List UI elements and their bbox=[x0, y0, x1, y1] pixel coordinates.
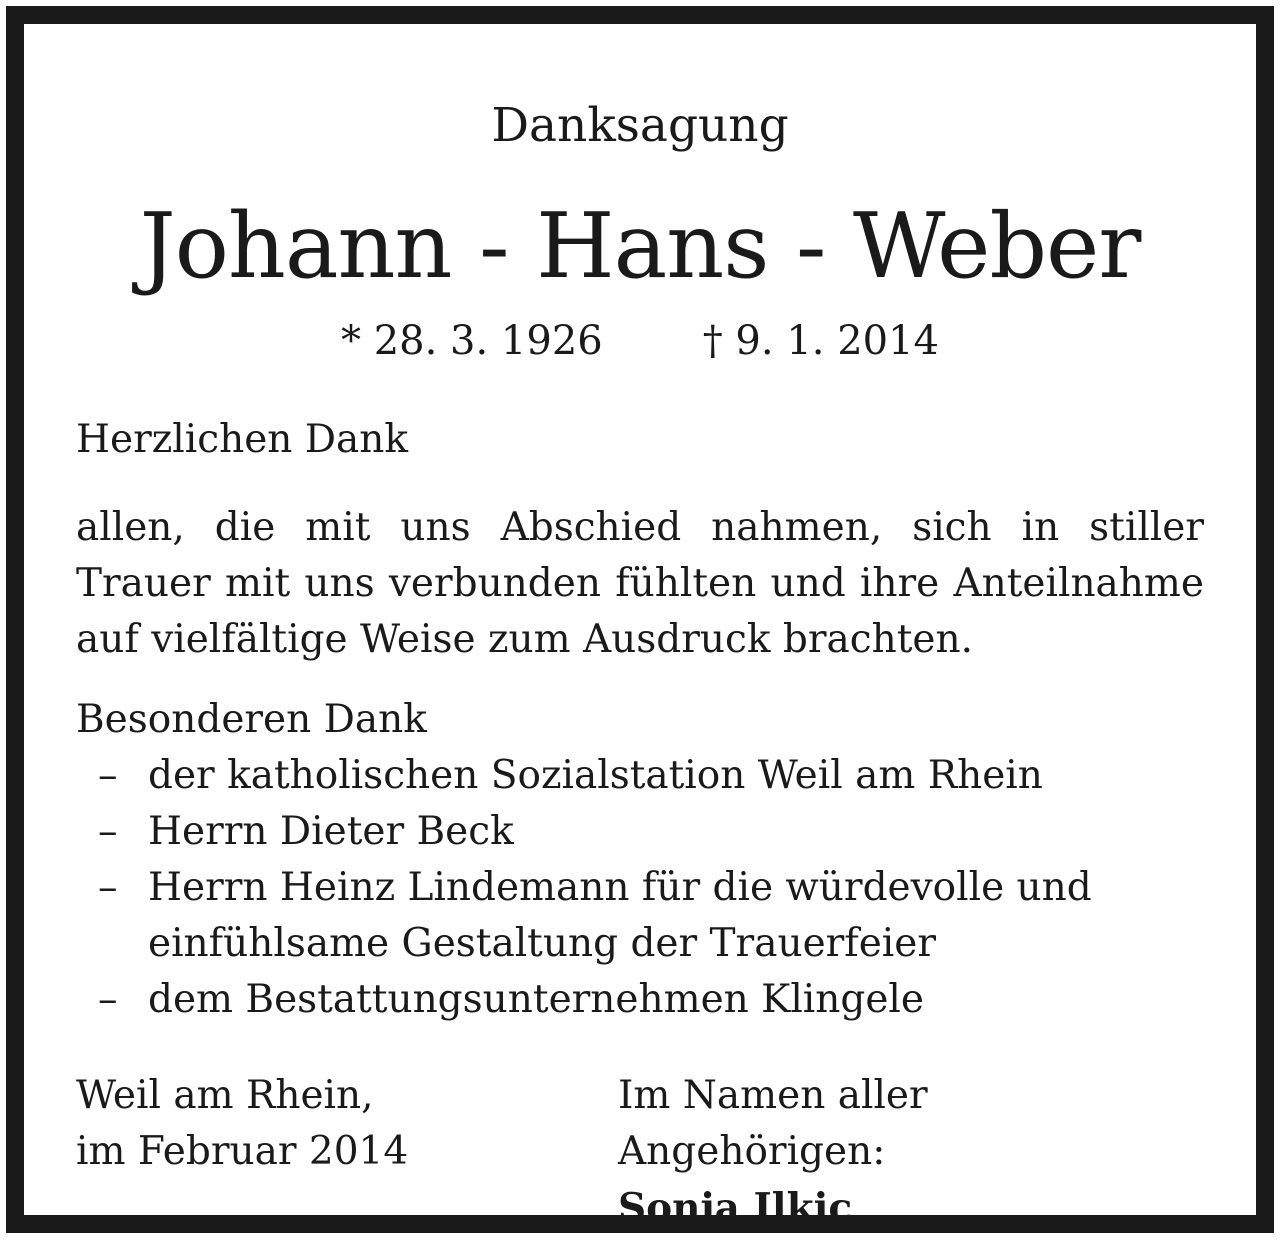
dash-bullet: – bbox=[98, 865, 118, 910]
deceased-name: Johann - Hans - Weber bbox=[139, 194, 1141, 299]
list-item-text: Herrn Heinz Lindemann für die würdevolle und einfühlsame Gestaltung der Trauerfeier bbox=[148, 865, 1092, 966]
date: im Februar 2014 bbox=[76, 1129, 409, 1174]
list-item bbox=[76, 860, 1204, 972]
obituary-frame bbox=[6, 6, 1274, 1233]
special-thanks-list bbox=[76, 748, 1204, 1028]
list-item-text: der katholischen Sozialstation Weil am Rhein bbox=[148, 753, 1043, 798]
birth-date: * 28. 3. 1926 bbox=[341, 318, 603, 364]
signature-block bbox=[618, 1068, 1204, 1236]
list-item bbox=[76, 748, 1204, 804]
death-date: † 9. 1. 2014 bbox=[702, 318, 939, 364]
place-date-block bbox=[76, 1068, 408, 1180]
signature-intro: Im Namen aller Angehörigen: bbox=[618, 1073, 928, 1174]
list-item bbox=[76, 972, 1204, 1028]
dash-bullet: – bbox=[98, 977, 118, 1022]
thanks-intro: Herzlichen Dank bbox=[76, 417, 409, 462]
dash-bullet: – bbox=[98, 753, 118, 798]
life-dates bbox=[76, 314, 1204, 368]
heading: Danksagung bbox=[491, 98, 789, 153]
place: Weil am Rhein, bbox=[76, 1073, 374, 1118]
special-thanks-title: Besonderen Dank bbox=[76, 697, 427, 742]
list-item bbox=[76, 804, 1204, 860]
signature-name: Sonja Ilkic bbox=[618, 1185, 853, 1231]
thanks-body: allen, die mit uns Abschied nahmen, sich in stiller Trauer mit uns verbunden fühlten und ihre Anteilnahme auf vielfältige Weise zum Ausdruck brachten. bbox=[76, 505, 1204, 662]
list-item-text: dem Bestattungsunternehmen Klingele bbox=[148, 977, 924, 1022]
obituary-content bbox=[76, 24, 1204, 1231]
list-item-text: Herrn Dieter Beck bbox=[148, 809, 514, 854]
dash-bullet: – bbox=[98, 809, 118, 854]
